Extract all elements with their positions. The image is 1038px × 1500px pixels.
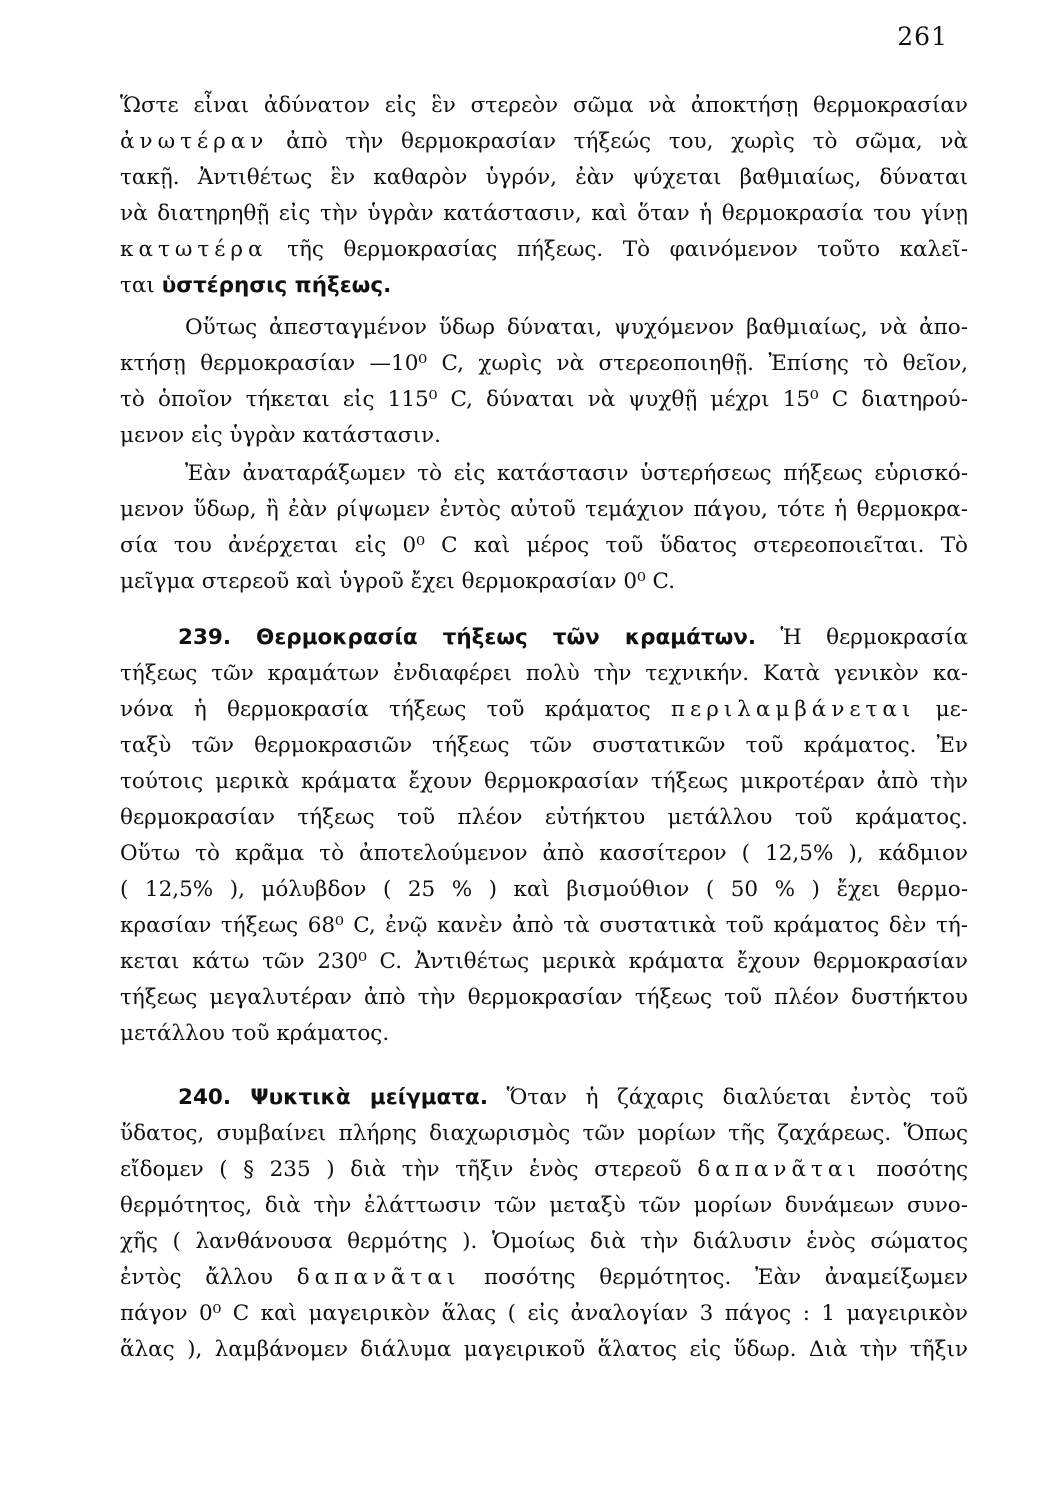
text-span: θερμότητος, διὰ τὴν ἐλάττωσιν τῶν μεταξὺ τῶν μορίων δυνάμεων συνο- [120, 1193, 968, 1218]
text-span: με- [915, 697, 968, 722]
text-line [120, 836, 968, 872]
text-line [120, 980, 968, 1016]
text-line [120, 1224, 968, 1260]
text-line [120, 88, 968, 124]
text-span: κρασίαν τήξεως 68⁰ C, ἐνῷ κανὲν ἀπὸ τὰ συστατικὰ τοῦ κράματος δὲν τή- [120, 913, 968, 938]
text-span: ἀπὸ τὴν θερμοκρασίαν τήξεώς του, χωρὶς τὸ σῶμα, νὰ [268, 129, 968, 154]
text-line [120, 124, 968, 160]
text-span: σία του ἀνέρχεται εἰς 0⁰ C καὶ μέρος τοῦ ὕδατος στερεοποιεῖται. Τὸ [120, 533, 968, 558]
text-line [120, 1116, 968, 1152]
spaced-text: ἀνωτέραν [120, 129, 269, 154]
text-span: πάγον 0⁰ C καὶ μαγειρικὸν ἅλας ( εἰς ἀναλογίαν 3 πάγος : 1 μαγειρικὸν [120, 1301, 968, 1326]
text-span: Οὕτω τὸ κρᾶμα τὸ ἀποτελούμενον ἀπὸ κασσίτερον ( 12,5% ), κάδμιον [120, 841, 968, 866]
spaced-text: δαπανᾶται [697, 1157, 861, 1182]
text-span: τούτοις μερικὰ κράματα ἔχουν θερμοκρασίαν τήξεως μικροτέραν ἀπὸ τὴν [120, 769, 968, 794]
text-line [120, 872, 968, 908]
spaced-text: κατωτέρα [120, 237, 268, 262]
text-line [120, 1260, 968, 1296]
text-span: ται [120, 273, 162, 298]
text-span: Ὥστε εἶναι ἀδύνατον εἰς ἓν στερεὸν σῶμα νὰ ἀποκτήσῃ θερμοκρασίαν [120, 93, 968, 118]
text-line [120, 656, 968, 692]
text-span: νόνα ἡ θερμοκρασία τήξεως τοῦ κράματος [120, 697, 671, 722]
text-line [120, 728, 968, 764]
text-span: νὰ διατηρηθῇ εἰς τὴν ὑγρὰν κατάστασιν, καὶ ὅταν ἡ θερμοκρασία του γίνῃ [120, 201, 968, 226]
text-line [120, 268, 968, 304]
text-line [120, 160, 968, 196]
text-span: χῆς ( λανθάνουσα θερμότης ). Ὁμοίως διὰ τὴν διάλυσιν ἑνὸς σώματος [120, 1229, 968, 1254]
text-line [120, 418, 968, 454]
text-span: ὕδατος, συμβαίνει πλήρης διαχωρισμὸς τῶν μορίων τῆς ζαχάρεως. Ὅπως [120, 1121, 968, 1146]
text-span: μετάλλου τοῦ κράματος. [120, 1021, 390, 1046]
text-line [120, 1332, 968, 1368]
text-line [120, 528, 968, 564]
text-line [120, 1296, 968, 1332]
text-span: μενον εἰς ὑγρὰν κατάστασιν. [120, 423, 441, 448]
section-heading: 239. Θερμοκρασία τήξεως τῶν κραμάτων. [178, 625, 757, 650]
text-span: τήξεως τῶν κραμάτων ἐνδιαφέρει πολὺ τὴν τεχνικήν. Κατὰ γενικὸν κα- [120, 661, 968, 686]
text-span: ( 12,5% ), μόλυβδον ( 25 % ) καὶ βισμούθιον ( 50 % ) ἔχει θερμο- [120, 877, 968, 902]
text-span: Ἡ θερμοκρασία [756, 625, 968, 650]
text-span: κτήσῃ θερμοκρασίαν —10⁰ C, χωρὶς νὰ στερεοποιηθῇ. Ἐπίσης τὸ θεῖον, [120, 351, 968, 376]
text-span: ταξὺ τῶν θερμοκρασιῶν τήξεως τῶν συστατικῶν τοῦ κράματος. Ἐν [120, 733, 968, 758]
text-line [120, 944, 968, 980]
text-line [120, 346, 968, 382]
text-line [120, 382, 968, 418]
text-line [185, 310, 968, 346]
text-line [120, 196, 968, 232]
text-line [120, 692, 968, 728]
text-line [120, 908, 968, 944]
spaced-text: δαπανᾶται [296, 1265, 461, 1290]
text-span: τήξεως μεγαλυτέραν ἀπὸ τὴν θερμοκρασίαν τήξεως τοῦ πλέον δυστήκτου [120, 985, 968, 1010]
text-line [185, 456, 968, 492]
text-line [120, 1152, 968, 1188]
text-span: εἴδομεν ( § 235 ) διὰ τὴν τῆξιν ἑνὸς στερεοῦ [120, 1157, 698, 1182]
text-line [120, 232, 968, 268]
text-span: μενον ὕδωρ, ἢ ἐὰν ρίψωμεν ἐντὸς αὐτοῦ τεμάχιον πάγου, τότε ἡ θερμοκρα- [120, 497, 968, 522]
text-line [120, 564, 968, 600]
text-span: ποσότης [860, 1157, 968, 1182]
text-line [120, 492, 968, 528]
text-span: κεται κάτω τῶν 230⁰ C. Ἀντιθέτως μερικὰ κράματα ἔχουν θερμοκρασίαν [120, 949, 968, 974]
text-span: ἅλας ), λαμβάνομεν διάλυμα μαγειρικοῦ ἅλατος εἰς ὕδωρ. Διὰ τὴν τῆξιν [120, 1337, 968, 1362]
text-line [120, 764, 968, 800]
text-span: Ἐὰν ἀναταράξωμεν τὸ εἰς κατάστασιν ὑστερήσεως πήξεως εὑρισκό- [185, 461, 968, 486]
text-line [120, 800, 968, 836]
text-span: Ὅταν ἡ ζάχαρις διαλύεται ἐντὸς τοῦ [488, 1085, 968, 1110]
text-span: θερμοκρασίαν τήξεως τοῦ πλέον εὐτήκτου μετάλλου τοῦ κράματος. [120, 805, 968, 830]
spaced-text: περιλαμβάνεται [670, 697, 916, 722]
section-heading: 240. Ψυκτικὰ μείγματα. [178, 1085, 488, 1110]
text-span: τακῇ. Ἀντιθέτως ἓν καθαρὸν ὑγρόν, ἐὰν ψύχεται βαθμιαίως, δύναται [120, 165, 968, 190]
text-span: Οὕτως ἀπεσταγμένον ὕδωρ δύναται, ψυχόμενον βαθμιαίως, νὰ ἀπο- [185, 315, 968, 340]
text-span: τῆς θερμοκρασίας πήξεως. Τὸ φαινόμενον τοῦτο καλεῖ- [267, 237, 968, 262]
section-240-heading-line [178, 1080, 968, 1116]
text-span: ποσότης θερμότητος. Ἐὰν ἀναμείξωμεν [460, 1265, 968, 1290]
text-span: τὸ ὁποῖον τήκεται εἰς 115⁰ C, δύναται νὰ ψυχθῇ μέχρι 15⁰ C διατηρού- [120, 387, 968, 412]
section-239-heading-line [178, 620, 968, 656]
text-span: μεῖγμα στερεοῦ καὶ ὑγροῦ ἔχει θερμοκρασίαν 0⁰ C. [120, 569, 676, 594]
text-line [120, 1188, 968, 1224]
bold-term: ὑστέρησις πήξεως. [161, 273, 392, 298]
text-line [120, 1016, 968, 1052]
page-number: 261 [897, 22, 948, 51]
text-span: ἐντὸς ἄλλου [120, 1265, 297, 1290]
